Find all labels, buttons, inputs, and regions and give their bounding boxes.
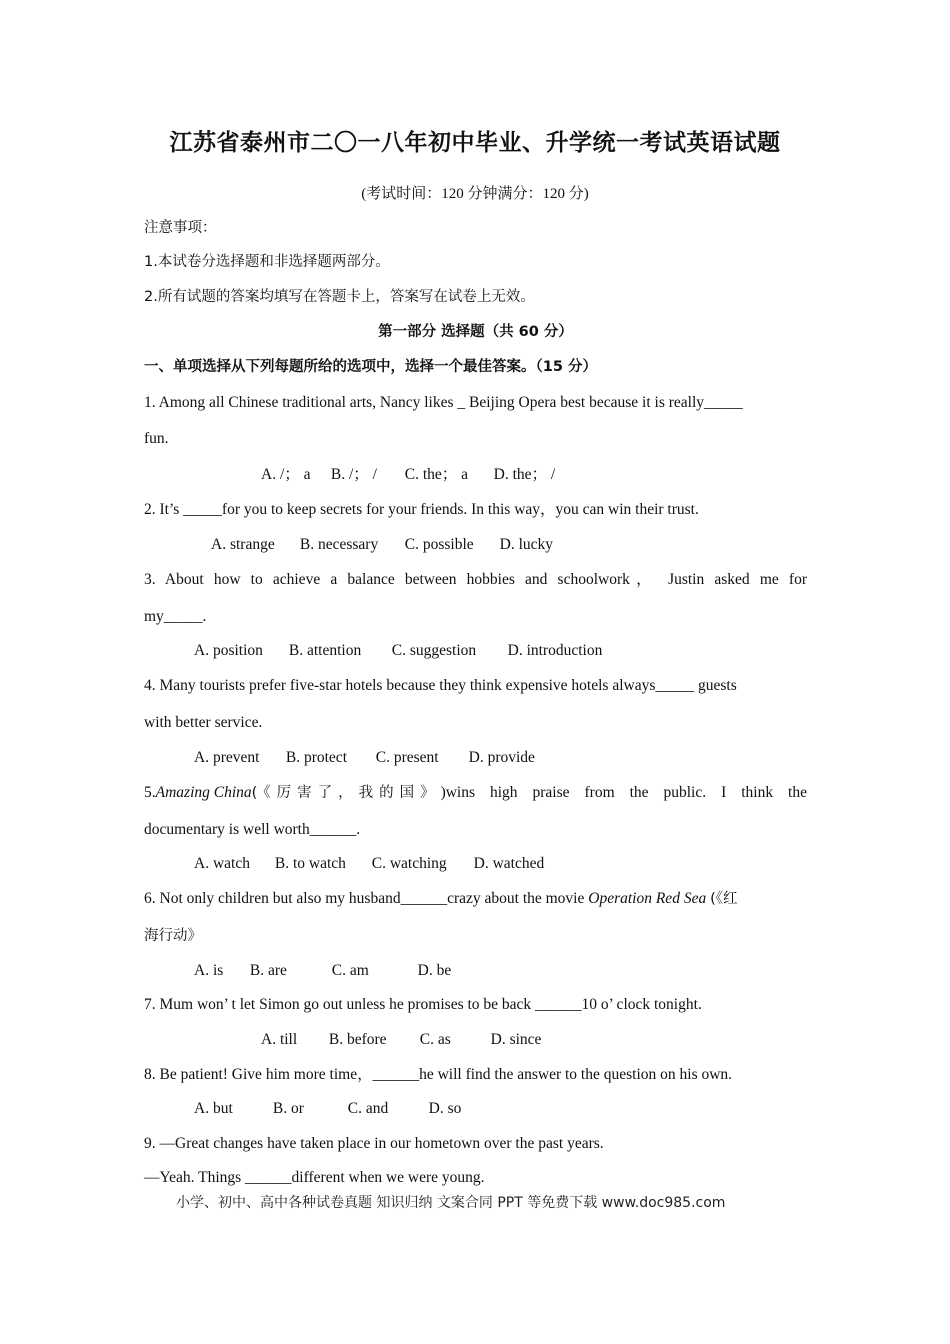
question-9-text-cont: —Yeah. Things ______different when we were young.: [144, 1169, 485, 1186]
question-5-text-cont: documentary is well worth______.: [144, 821, 361, 838]
option-d: D. introduction: [507, 642, 603, 659]
option-a: A. /； a: [261, 466, 311, 483]
question-2-options: [211, 535, 553, 555]
question-5-title: Amazing China: [155, 784, 252, 801]
option-c: C. as: [419, 1031, 451, 1048]
option-c: C. possible: [404, 536, 474, 553]
page-title: 江苏省泰州市二〇一八年初中毕业、升学统一考试英语试题: [169, 130, 781, 156]
notice-heading: 注意事项：: [144, 220, 217, 236]
part-one-heading: 第一部分 选择题（共 60 分）: [378, 324, 573, 340]
option-c: C. watching: [371, 855, 447, 872]
question-5-options: [194, 854, 544, 874]
option-a: A. prevent: [194, 749, 260, 766]
option-d: D. watched: [473, 855, 545, 872]
question-2-text: 2. It’s _____for you to keep secrets for your friends. In this way，you can win their trust.: [144, 501, 699, 518]
question-6-pre: 6. Not only children but also my husband______crazy about the movie: [144, 890, 585, 907]
question-6-options: [194, 961, 451, 981]
option-b: B. protect: [285, 749, 347, 766]
option-d: D. since: [490, 1031, 542, 1048]
question-8-text: 8. Be patient! Give him more time，______he will find the answer to the question on his own.: [144, 1066, 733, 1083]
question-5-cn-title: (《厉害了，我的国》: [251, 785, 441, 801]
option-a: A. position: [194, 642, 263, 659]
option-b: B. or: [272, 1100, 304, 1117]
option-a: A. is: [194, 962, 224, 979]
notice-item-2: 2.所有试题的答案均填写在答题卡上，答案写在试卷上无效。: [144, 289, 535, 305]
question-6-text-cont: 海行动》: [144, 928, 202, 944]
option-c: C. the； a: [404, 466, 469, 483]
question-4-text: 4. Many tourists prefer five-star hotels because they think expensive hotels always_____ guests: [144, 677, 737, 694]
question-1-text: 1. Among all Chinese traditional arts, Nancy likes _ Beijing Opera best because it is really_____: [144, 394, 743, 411]
question-5-number: 5.: [144, 784, 156, 801]
question-5-text: [144, 783, 807, 803]
exam-time-info: (考试时间：120 分钟满分：120 分): [361, 186, 589, 202]
question-1-text-cont: fun.: [144, 430, 169, 447]
section-one-heading: 一、单项选择从下列每题所给的选项中，选择一个最佳答案。（15 分）: [144, 359, 597, 375]
footer-watermark: 小学、初中、高中各种试卷真题 知识归纳 文案合同 PPT 等免费下载 www.doc985.com: [176, 1195, 726, 1211]
question-5-rest: )wins high praise from the public. I think the: [440, 784, 807, 801]
option-c: C. and: [347, 1100, 389, 1117]
question-6-cn-title: (《红: [710, 891, 738, 907]
question-8-options: [194, 1099, 461, 1119]
option-a: A. watch: [194, 855, 250, 872]
option-c: C. present: [375, 749, 439, 766]
question-4-options: [194, 748, 535, 768]
question-7-text: 7. Mum won’ t let Simon go out unless he promises to be back ______10 o’ clock tonight.: [144, 996, 702, 1013]
notice-item-1: 1.本试卷分选择题和非选择题两部分。: [144, 254, 390, 270]
option-d: D. provide: [468, 749, 535, 766]
option-d: D. lucky: [499, 536, 554, 553]
question-6-title: Operation Red Sea: [588, 890, 707, 907]
question-3-options: [194, 641, 602, 661]
option-b: B. attention: [288, 642, 362, 659]
option-d: D. so: [428, 1100, 462, 1117]
question-1-options: [261, 465, 555, 485]
option-d: D. be: [417, 962, 452, 979]
option-c: C. suggestion: [391, 642, 477, 659]
question-6-text: [144, 889, 807, 909]
question-9-text: 9. —Great changes have taken place in our hometown over the past years.: [144, 1135, 604, 1152]
option-b: B. are: [249, 962, 287, 979]
question-3-text-cont: my_____.: [144, 608, 207, 625]
option-b: B. before: [328, 1031, 387, 1048]
option-b: B. to watch: [274, 855, 346, 872]
option-b: B. /； /: [330, 466, 377, 483]
option-c: C. am: [331, 962, 369, 979]
option-a: A. but: [194, 1100, 233, 1117]
question-7-options: [261, 1030, 541, 1050]
option-b: B. necessary: [299, 536, 379, 553]
question-3-text: 3. About how to achieve a balance between hobbies and schoolwork， Justin asked me for: [144, 571, 807, 588]
option-a: A. strange: [211, 536, 275, 553]
question-4-text-cont: with better service.: [144, 714, 263, 731]
option-d: D. the； /: [493, 466, 556, 483]
option-a: A. till: [261, 1031, 298, 1048]
